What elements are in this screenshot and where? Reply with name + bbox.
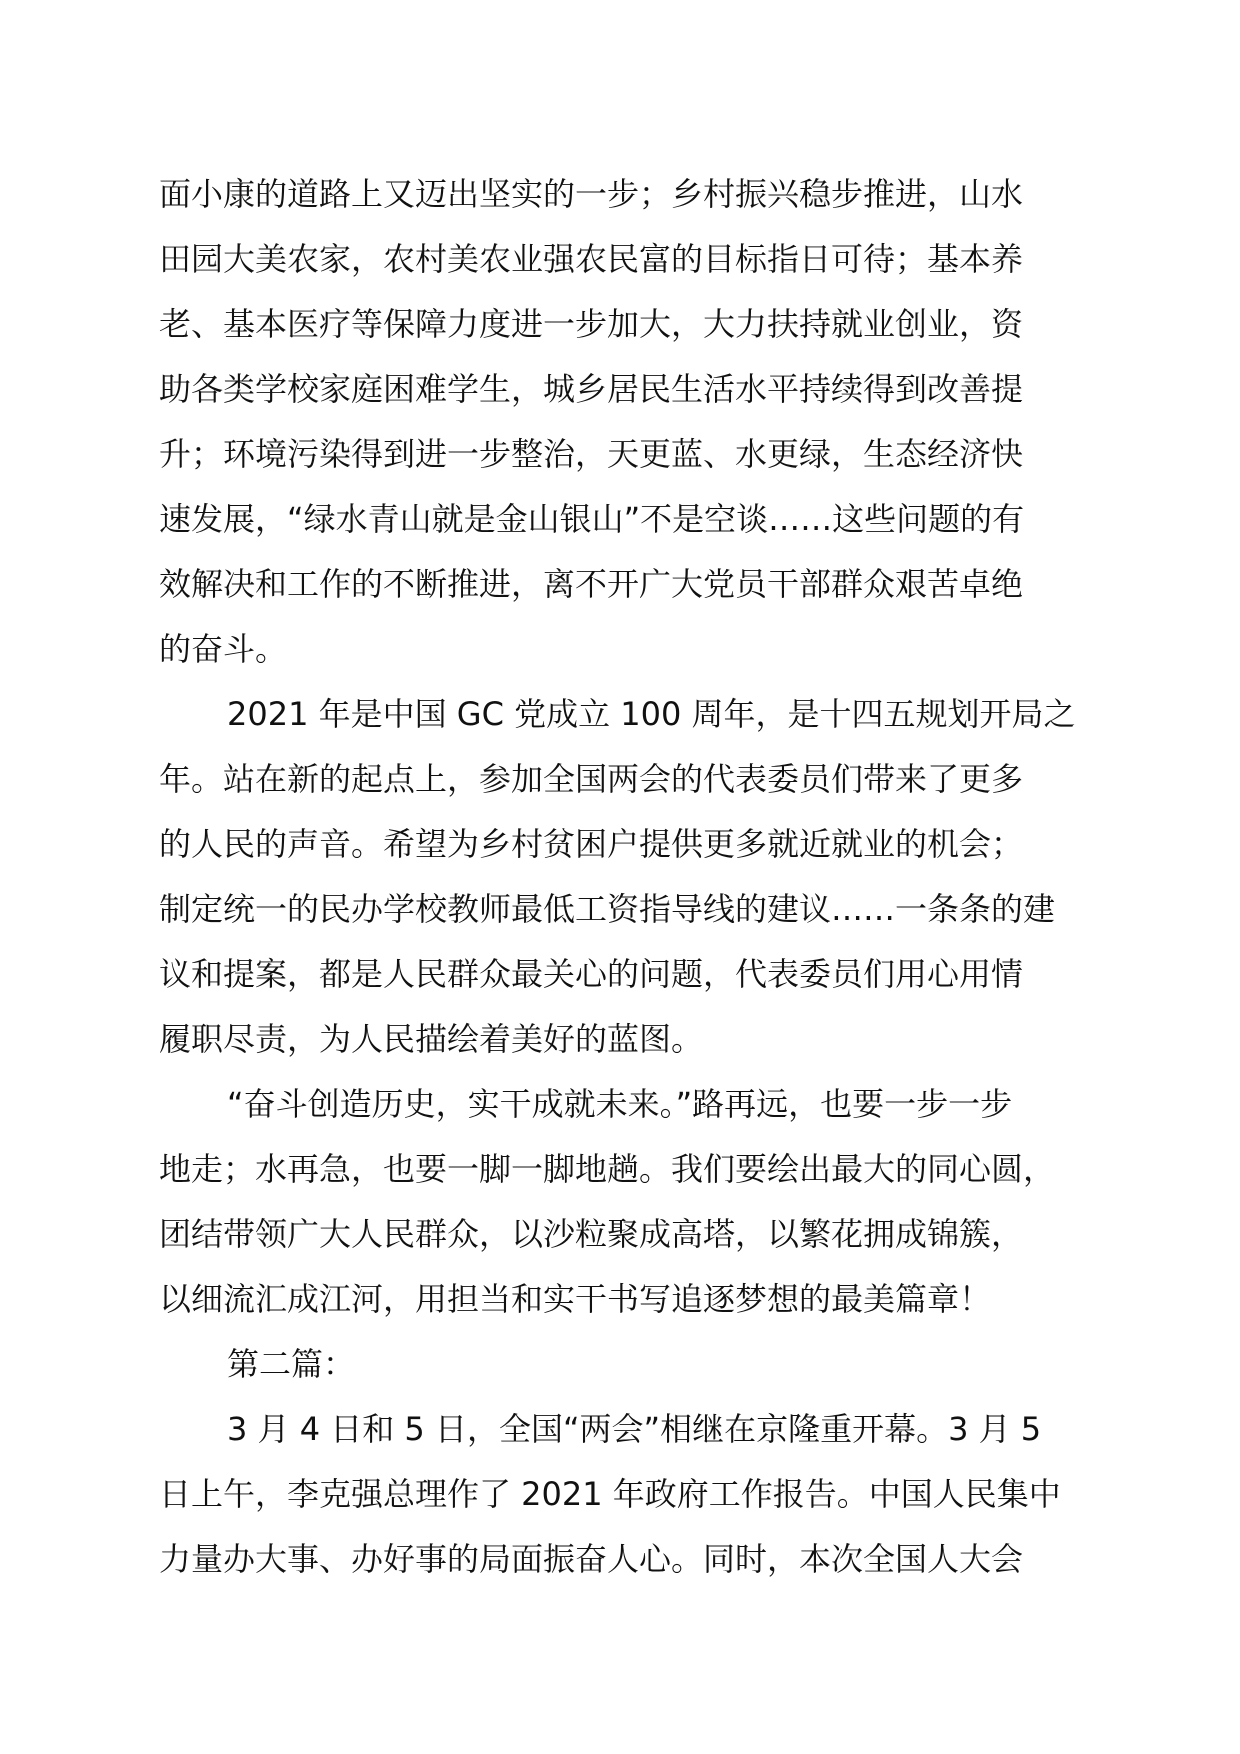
paragraph-start-line: 2021 年是中国 GC 党成立 100 周年，是十四五规划开局之 [227, 695, 1076, 733]
text-line: 团结带领广大人民群众，以沙粒聚成高塔，以繁花拥成锦簇， [159, 1215, 1024, 1253]
text-line: 日上午，李克强总理作了 2021 年政府工作报告。中国人民集中 [159, 1475, 1061, 1513]
document-body [159, 162, 1119, 1592]
text-line: 制定统一的民办学校教师最低工资指导线的建议……一条条的建 [159, 890, 1056, 928]
text-line: 议和提案，都是人民群众最关心的问题，代表委员们用心用情 [159, 955, 1024, 993]
paragraph-start-line: 3 月 4 日和 5 日，全国“两会”相继在京隆重开幕。3 月 5 [227, 1410, 1042, 1448]
text-line: 的人民的声音。希望为乡村贫困户提供更多就近就业的机会； [159, 825, 1024, 863]
text-line: 速发展，“绿水青山就是金山银山”不是空谈……这些问题的有 [159, 500, 1025, 538]
text-line: 地走；水再急，也要一脚一脚地趟。我们要绘出最大的同心圆， [159, 1150, 1056, 1188]
text-line: 履职尽责，为人民描绘着美好的蓝图。 [159, 1020, 704, 1058]
text-line: 的奋斗。 [159, 630, 288, 668]
text-line: 老、基本医疗等保障力度进一步加大，大力扶持就业创业，资 [159, 305, 1024, 343]
text-line: 效解决和工作的不断推进，离不开广大党员干部群众艰苦卓绝 [159, 565, 1024, 603]
text-line: 升；环境污染得到进一步整治，天更蓝、水更绿，生态经济快 [159, 435, 1024, 473]
text-line: 助各类学校家庭困难学生，城乡居民生活水平持续得到改善提 [159, 370, 1024, 408]
section-heading: 第二篇： [227, 1345, 356, 1383]
text-line: 田园大美农家，农村美农业强农民富的目标指日可待；基本养 [159, 240, 1024, 278]
text-line: 力量办大事、办好事的局面振奋人心。同时，本次全国人大会 [159, 1540, 1024, 1578]
text-line: 以细流汇成江河，用担当和实干书写追逐梦想的最美篇章！ [159, 1280, 992, 1318]
text-line: 年。站在新的起点上，参加全国两会的代表委员们带来了更多 [159, 760, 1024, 798]
text-line: 面小康的道路上又迈出坚实的一步；乡村振兴稳步推进，山水 [159, 175, 1024, 213]
paragraph-start-line: “奋斗创造历史，实干成就未来。”路再远，也要一步一步 [227, 1085, 1013, 1123]
